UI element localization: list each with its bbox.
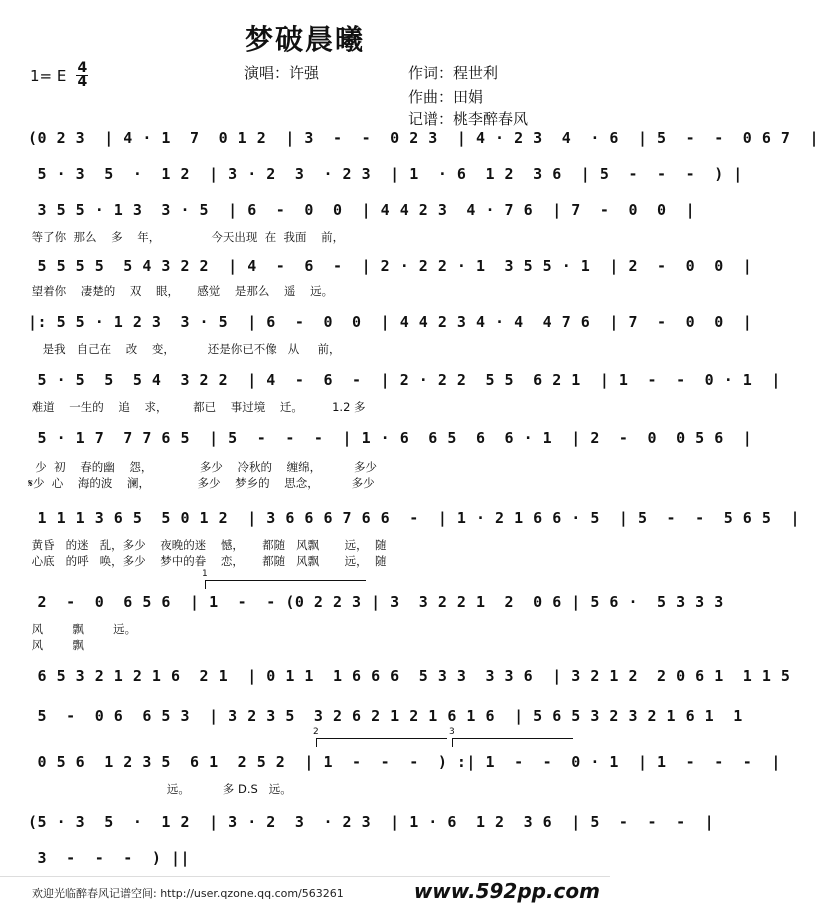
score-line-13: (5 · 3 5 · 1 2 | 3 · 2 3 · 2 3 | 1 · 6 1 2 3 6 | 5 - - - | (28, 813, 715, 831)
score-line-8: 1 1 1 3 6 5 5 0 1 2 | 3 6 6 6 7 6 6 - | 1 · 2 1 6 6 · 5 | 5 - - 5 6 5 | (28, 509, 800, 527)
key-label: 1= E (30, 66, 67, 85)
composer-credit: 作曲：田娟 (408, 88, 484, 106)
score-line-14: 3 - - - ) || (28, 849, 191, 867)
key-signature (30, 62, 88, 89)
lyric-line-8b: 心底 的呼 唤，多少 梦中的眷 恋， 都随 风飘 远， 随 (28, 554, 387, 568)
singer-credit: 演唱：许强 (244, 64, 320, 82)
site-logo[interactable]: www.592pp.com (413, 879, 600, 903)
lyric-line-4: 望着你 凄楚的 双 眼， 感觉 是那么 遥 远。 (28, 284, 334, 298)
lyricist-credit: 作词：程世利 (408, 64, 499, 82)
lyric-line-5: 是我 自己在 改 变， 还是你已不像 从 前， (28, 342, 341, 356)
score-line-1: (0 2 3 | 4 · 1 7 0 1 2 | 3 - - 0 2 3 | 4 · 2 3 4 · 6 | 5 - - 0 6 7 | (28, 129, 819, 147)
lyric-line-3: 等了你 那么 多 年， 今天出现 在 我面 前， (28, 230, 345, 244)
notator-credit: 记谱：桃李醉春风 (408, 110, 529, 128)
score-line-6: 5 · 5 5 5 4 3 2 2 | 4 - 6 - | 2 · 2 2 5 5 6 2 1 | 1 - - 0 · 1 | (28, 371, 781, 389)
volta-bracket-3: 3 (452, 738, 573, 747)
volta-bracket-2: 2 (316, 738, 447, 747)
score-line-2: 5 · 3 5 · 1 2 | 3 · 2 3 · 2 3 | 1 · 6 1 2 3 6 | 5 - - - ) | (28, 165, 743, 183)
song-title: 梦破晨曦 (244, 23, 365, 56)
lyric-line-6: 难道 一生的 追 求， 都已 事过境 迁。 1.2 多 (28, 400, 366, 414)
score-line-3: 3 5 5 · 1 3 3 · 5 | 6 - 0 0 | 4 4 2 3 4 · 7 6 | 7 - 0 0 | (28, 201, 696, 219)
lyric-line-9b: 风 飘 (28, 638, 84, 652)
lyric-line-9a: 风 飘 远。 (28, 622, 137, 636)
score-line-10: 6 5 3 2 1 2 1 6 2 1 | 0 1 1 1 6 6 6 5 3 3 3 3 6 | 3 2 1 2 2 0 6 1 1 1 5 (28, 667, 810, 685)
score-line-9: 2 - 0 6 5 6 | 1 - - (0 2 2 3 | 3 3 2 2 1 2 0 6 | 5 6 · 5 3 3 3 (28, 593, 724, 611)
score-line-5: |: 5 5 · 1 2 3 3 · 5 | 6 - 0 0 | 4 4 2 3 4 · 4 4 7 6 | 7 - 0 0 | (28, 313, 753, 331)
lyric-line-7a: 少 初 春的幽 怨， 多少 冷秋的 缠绵， 多少 (28, 460, 378, 474)
volta-bracket-1: 1 (205, 580, 366, 589)
lyric-line-8a: 黄昏 的迷 乱，多少 夜晚的迷 憾， 都随 风飘 远， 随 (28, 538, 387, 552)
footer-link-text[interactable]: 欢迎光临醉春风记谱空间: http://user.qzone.qq.com/563261 (32, 887, 344, 900)
lyric-line-12: 远。 多 D.S 远。 (28, 782, 292, 796)
time-signature: $\frac{4}{4}$ (77, 60, 88, 90)
score-line-11: 5 - 0 6 6 5 3 | 3 2 3 5 3 2 6 2 1 2 1 6 1 6 | 5 6 5 3 2 3 2 1 6 1 1 (28, 707, 762, 725)
score-line-12: 0 5 6 1 2 3 5 6 1 2 5 2 | 1 - - - ) :| 1 - - 0 · 1 | 1 - - - | (28, 753, 781, 771)
score-line-7: 5 · 1 7 7 7 6 5 | 5 - - - | 1 · 6 6 5 6 6 · 1 | 2 - 0 0 5 6 | (28, 429, 753, 447)
footer-bar (0, 876, 610, 905)
score-line-4: 5 5 5 5 5 4 3 2 2 | 4 - 6 - | 2 · 2 2 · 1 3 5 5 · 1 | 2 - 0 0 | (28, 257, 753, 275)
lyric-line-7b: 𝄋少 心 海的波 澜， 多少 梦乡的 思念， 多少 (28, 476, 375, 490)
